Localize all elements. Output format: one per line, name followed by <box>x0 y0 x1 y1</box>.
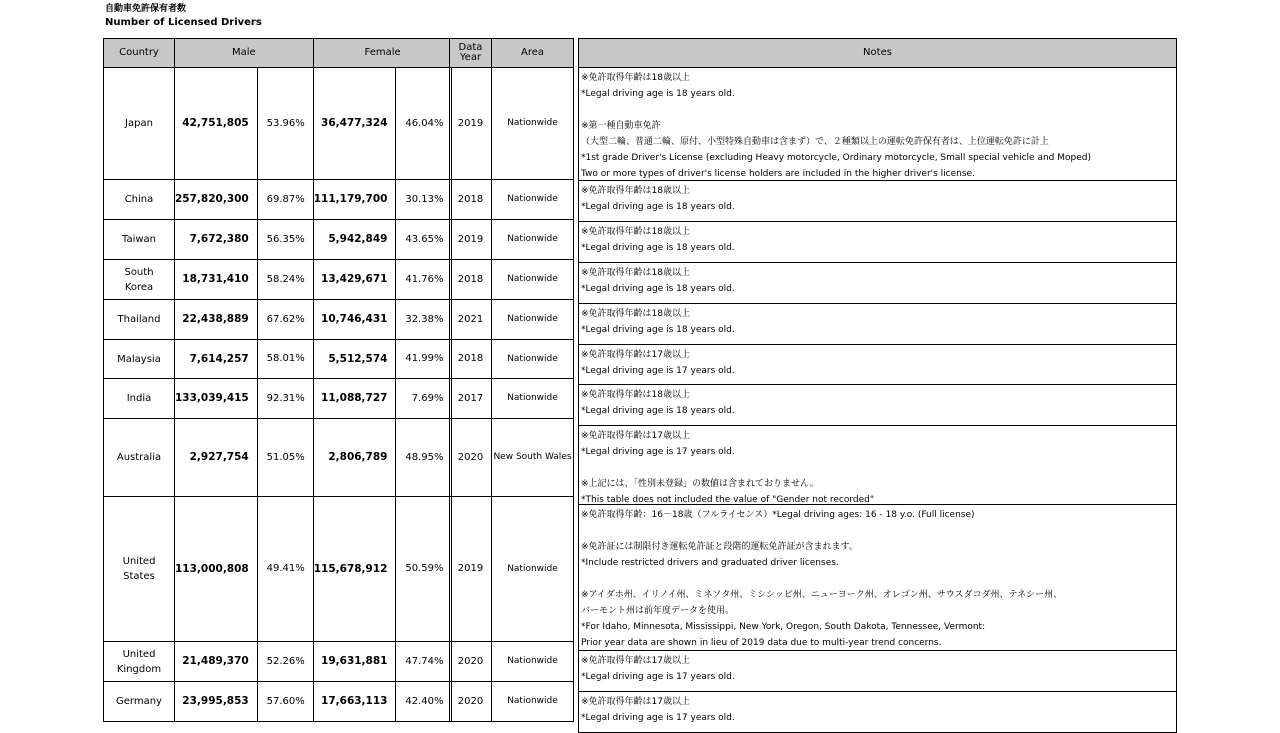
male-count-cell: 22,438,889 <box>175 300 258 340</box>
table-row <box>104 379 452 419</box>
area-cell: Nationwide <box>492 180 574 220</box>
male-percent-cell: 69.87% <box>257 180 313 220</box>
page-title-en: Number of Licensed Drivers <box>105 17 262 28</box>
page-title-jp: 自動車免許保有者数 <box>105 4 187 14</box>
notes-text: ※免許取得年齢は18歳以上 *Legal driving age is 18 years old. <box>581 390 735 416</box>
table-row <box>104 642 452 682</box>
notes-text: ※免許取得年齢は17歳以上 *Legal driving age is 17 years old. <box>581 697 735 723</box>
data-year-cell: 2018 <box>450 260 492 300</box>
notes-text: ※免許取得年齢は17歳以上 *Legal driving age is 17 years old. <box>581 350 735 376</box>
country-cell: Australia <box>104 419 175 497</box>
female-count-cell: 19,631,881 <box>313 642 396 682</box>
male-count-cell: 21,489,370 <box>175 642 258 682</box>
male-percent-cell: 58.24% <box>257 260 313 300</box>
country-cell: Japan <box>104 68 175 180</box>
area-cell: Nationwide <box>492 68 574 180</box>
country-cell: Thailand <box>104 300 175 340</box>
notes-cell <box>579 222 1177 263</box>
header-male: Male <box>175 39 314 68</box>
notes-text: ※免許取得年齢は18歳以上 *Legal driving age is 18 years old. ※第一種自動車免許 （大型二輪、普通二輪、原付、小型特殊自動車は含まず）で、２種類以上の運転免許保有者は、上位運転免許に計上 *1st grade Driver's License (excluding Heavy motorcycle, Ordinary motorcycle, Small special vehicle and Moped) Two or more types of driver's license holders are included in the higher driver's license. <box>581 73 1091 179</box>
data-year-cell: 2020 <box>450 682 492 722</box>
notes-text: ※免許取得年齢は18歳以上 *Legal driving age is 18 years old. <box>581 186 735 212</box>
male-percent-cell: 53.96% <box>257 68 313 180</box>
female-count-cell: 115,678,912 <box>313 497 396 642</box>
notes-cell <box>579 304 1177 345</box>
male-percent-cell: 52.26% <box>257 642 313 682</box>
data-year-cell: 2020 <box>450 642 492 682</box>
area-cell: Nationwide <box>492 497 574 642</box>
female-count-cell: 111,179,700 <box>313 180 396 220</box>
area-cell: Nationwide <box>492 642 574 682</box>
table-row <box>450 642 574 682</box>
data-year-cell: 2021 <box>450 300 492 340</box>
male-count-cell: 257,820,300 <box>175 180 258 220</box>
female-count-cell: 36,477,324 <box>313 68 396 180</box>
table-row <box>579 222 1177 263</box>
female-count-cell: 2,806,789 <box>313 419 396 497</box>
table-row <box>104 340 452 379</box>
table-row <box>579 692 1177 733</box>
table-row <box>579 68 1177 181</box>
notes-cell <box>579 385 1177 426</box>
female-percent-cell: 7.69% <box>396 379 452 419</box>
male-count-cell: 2,927,754 <box>175 419 258 497</box>
female-percent-cell: 46.04% <box>396 68 452 180</box>
table-row <box>450 260 574 300</box>
male-count-cell: 18,731,410 <box>175 260 258 300</box>
female-percent-cell: 47.74% <box>396 642 452 682</box>
female-count-cell: 11,088,727 <box>313 379 396 419</box>
notes-cell <box>579 345 1177 385</box>
notes-cell <box>579 426 1177 505</box>
header-female: Female <box>313 39 452 68</box>
female-percent-cell: 43.65% <box>396 220 452 260</box>
table-row <box>579 345 1177 385</box>
header-notes: Notes <box>579 39 1177 68</box>
female-percent-cell: 41.76% <box>396 260 452 300</box>
area-cell: Nationwide <box>492 300 574 340</box>
table-row <box>450 379 574 419</box>
male-count-cell: 7,614,257 <box>175 340 258 379</box>
male-count-cell: 23,995,853 <box>175 682 258 722</box>
area-cell: Nationwide <box>492 682 574 722</box>
table-row <box>450 180 574 220</box>
female-count-cell: 5,512,574 <box>313 340 396 379</box>
notes-text: ※免許取得年齢は17歳以上 *Legal driving age is 17 years old. <box>581 656 735 682</box>
male-percent-cell: 57.60% <box>257 682 313 722</box>
data-year-cell: 2019 <box>450 68 492 180</box>
header-data-year <box>450 39 492 68</box>
male-percent-cell: 92.31% <box>257 379 313 419</box>
drivers-table-notes <box>578 38 1177 733</box>
country-cell: Malaysia <box>104 340 175 379</box>
table-row <box>104 682 452 722</box>
male-count-cell: 133,039,415 <box>175 379 258 419</box>
area-cell: Nationwide <box>492 220 574 260</box>
female-count-cell: 17,663,113 <box>313 682 396 722</box>
data-year-cell: 2018 <box>450 340 492 379</box>
table-row <box>579 385 1177 426</box>
male-percent-cell: 67.62% <box>257 300 313 340</box>
table-row <box>579 505 1177 651</box>
notes-cell <box>579 505 1177 651</box>
table-row <box>104 260 452 300</box>
drivers-table-main <box>103 38 452 722</box>
notes-cell <box>579 692 1177 733</box>
notes-text: ※免許取得年齢は17歳以上 *Legal driving age is 17 years old. ※上記には、「性別未登録」の数値は含まれておりません。 *This table does not included the value of "Gender not recorded" <box>581 431 875 504</box>
notes-text: ※免許取得年齢は18歳以上 *Legal driving age is 18 years old. <box>581 227 735 253</box>
table-row <box>104 300 452 340</box>
female-percent-cell: 32.38% <box>396 300 452 340</box>
female-percent-cell: 50.59% <box>396 497 452 642</box>
data-year-cell: 2019 <box>450 497 492 642</box>
header-data-year-line1: Data <box>458 42 483 53</box>
data-year-cell: 2019 <box>450 220 492 260</box>
notes-text: ※免許取得年齢は18歳以上 *Legal driving age is 18 years old. <box>581 309 735 335</box>
table-row <box>104 68 452 180</box>
table-row <box>579 263 1177 304</box>
notes-text: ※免許取得年齢は18歳以上 *Legal driving age is 18 years old. <box>581 268 735 294</box>
female-percent-cell: 41.99% <box>396 340 452 379</box>
notes-cell <box>579 181 1177 222</box>
notes-cell <box>579 263 1177 304</box>
male-count-cell: 113,000,808 <box>175 497 258 642</box>
male-count-cell: 7,672,380 <box>175 220 258 260</box>
female-count-cell: 5,942,849 <box>313 220 396 260</box>
notes-cell <box>579 68 1177 181</box>
male-percent-cell: 56.35% <box>257 220 313 260</box>
area-cell: Nationwide <box>492 340 574 379</box>
drivers-table-year-area <box>449 38 574 722</box>
table-row <box>579 651 1177 692</box>
header-data-year-line2: Year <box>459 52 482 63</box>
table-row <box>450 682 574 722</box>
header-country: Country <box>104 39 175 68</box>
notes-cell <box>579 651 1177 692</box>
country-cell: Germany <box>104 682 175 722</box>
area-cell: Nationwide <box>492 379 574 419</box>
table-row <box>104 497 452 642</box>
male-percent-cell: 49.41% <box>257 497 313 642</box>
male-percent-cell: 58.01% <box>257 340 313 379</box>
table-row <box>450 340 574 379</box>
table-row <box>579 426 1177 505</box>
female-percent-cell: 30.13% <box>396 180 452 220</box>
country-cell: United States <box>104 497 175 642</box>
table-row <box>450 220 574 260</box>
country-cell: India <box>104 379 175 419</box>
data-year-cell: 2020 <box>450 419 492 497</box>
table-row <box>450 300 574 340</box>
header-area: Area <box>492 39 574 68</box>
country-cell: South Korea <box>104 260 175 300</box>
male-percent-cell: 51.05% <box>257 419 313 497</box>
table-row <box>450 68 574 180</box>
area-cell: New South Wales <box>492 419 574 497</box>
data-year-cell: 2018 <box>450 180 492 220</box>
table-row <box>579 304 1177 345</box>
notes-text: ※免許取得年齢：16－18歳（フルライセンス）*Legal driving ages: 16 - 18 y.o. (Full license) ※免許証には制限付き運転免許証と段階的運転免許証が含まれます。 *Include restricted drivers and graduated driver licenses. ※アイダホ州、イリノイ州、ミネソタ州、ミシシッピ州、ニューヨーク州、オレゴン州、サウスダコダ州、テネシー州、 バーモント州は前年度データを使用。 *For Idaho, Minnesota, Mississippi, New York, Oregon, South Dakota, Tennessee, Vermont: Prior year data are shown in lieu of 2019 data due to multi-year trend concerns. <box>581 510 1063 648</box>
table-row <box>450 497 574 642</box>
male-count-cell: 42,751,805 <box>175 68 258 180</box>
table-row <box>450 419 574 497</box>
female-percent-cell: 42.40% <box>396 682 452 722</box>
female-percent-cell: 48.95% <box>396 419 452 497</box>
table-row <box>579 181 1177 222</box>
table-row <box>104 220 452 260</box>
country-cell: China <box>104 180 175 220</box>
female-count-cell: 10,746,431 <box>313 300 396 340</box>
country-cell: Taiwan <box>104 220 175 260</box>
data-year-cell: 2017 <box>450 379 492 419</box>
country-cell: United Kingdom <box>104 642 175 682</box>
female-count-cell: 13,429,671 <box>313 260 396 300</box>
table-row <box>104 419 452 497</box>
table-row <box>104 180 452 220</box>
area-cell: Nationwide <box>492 260 574 300</box>
